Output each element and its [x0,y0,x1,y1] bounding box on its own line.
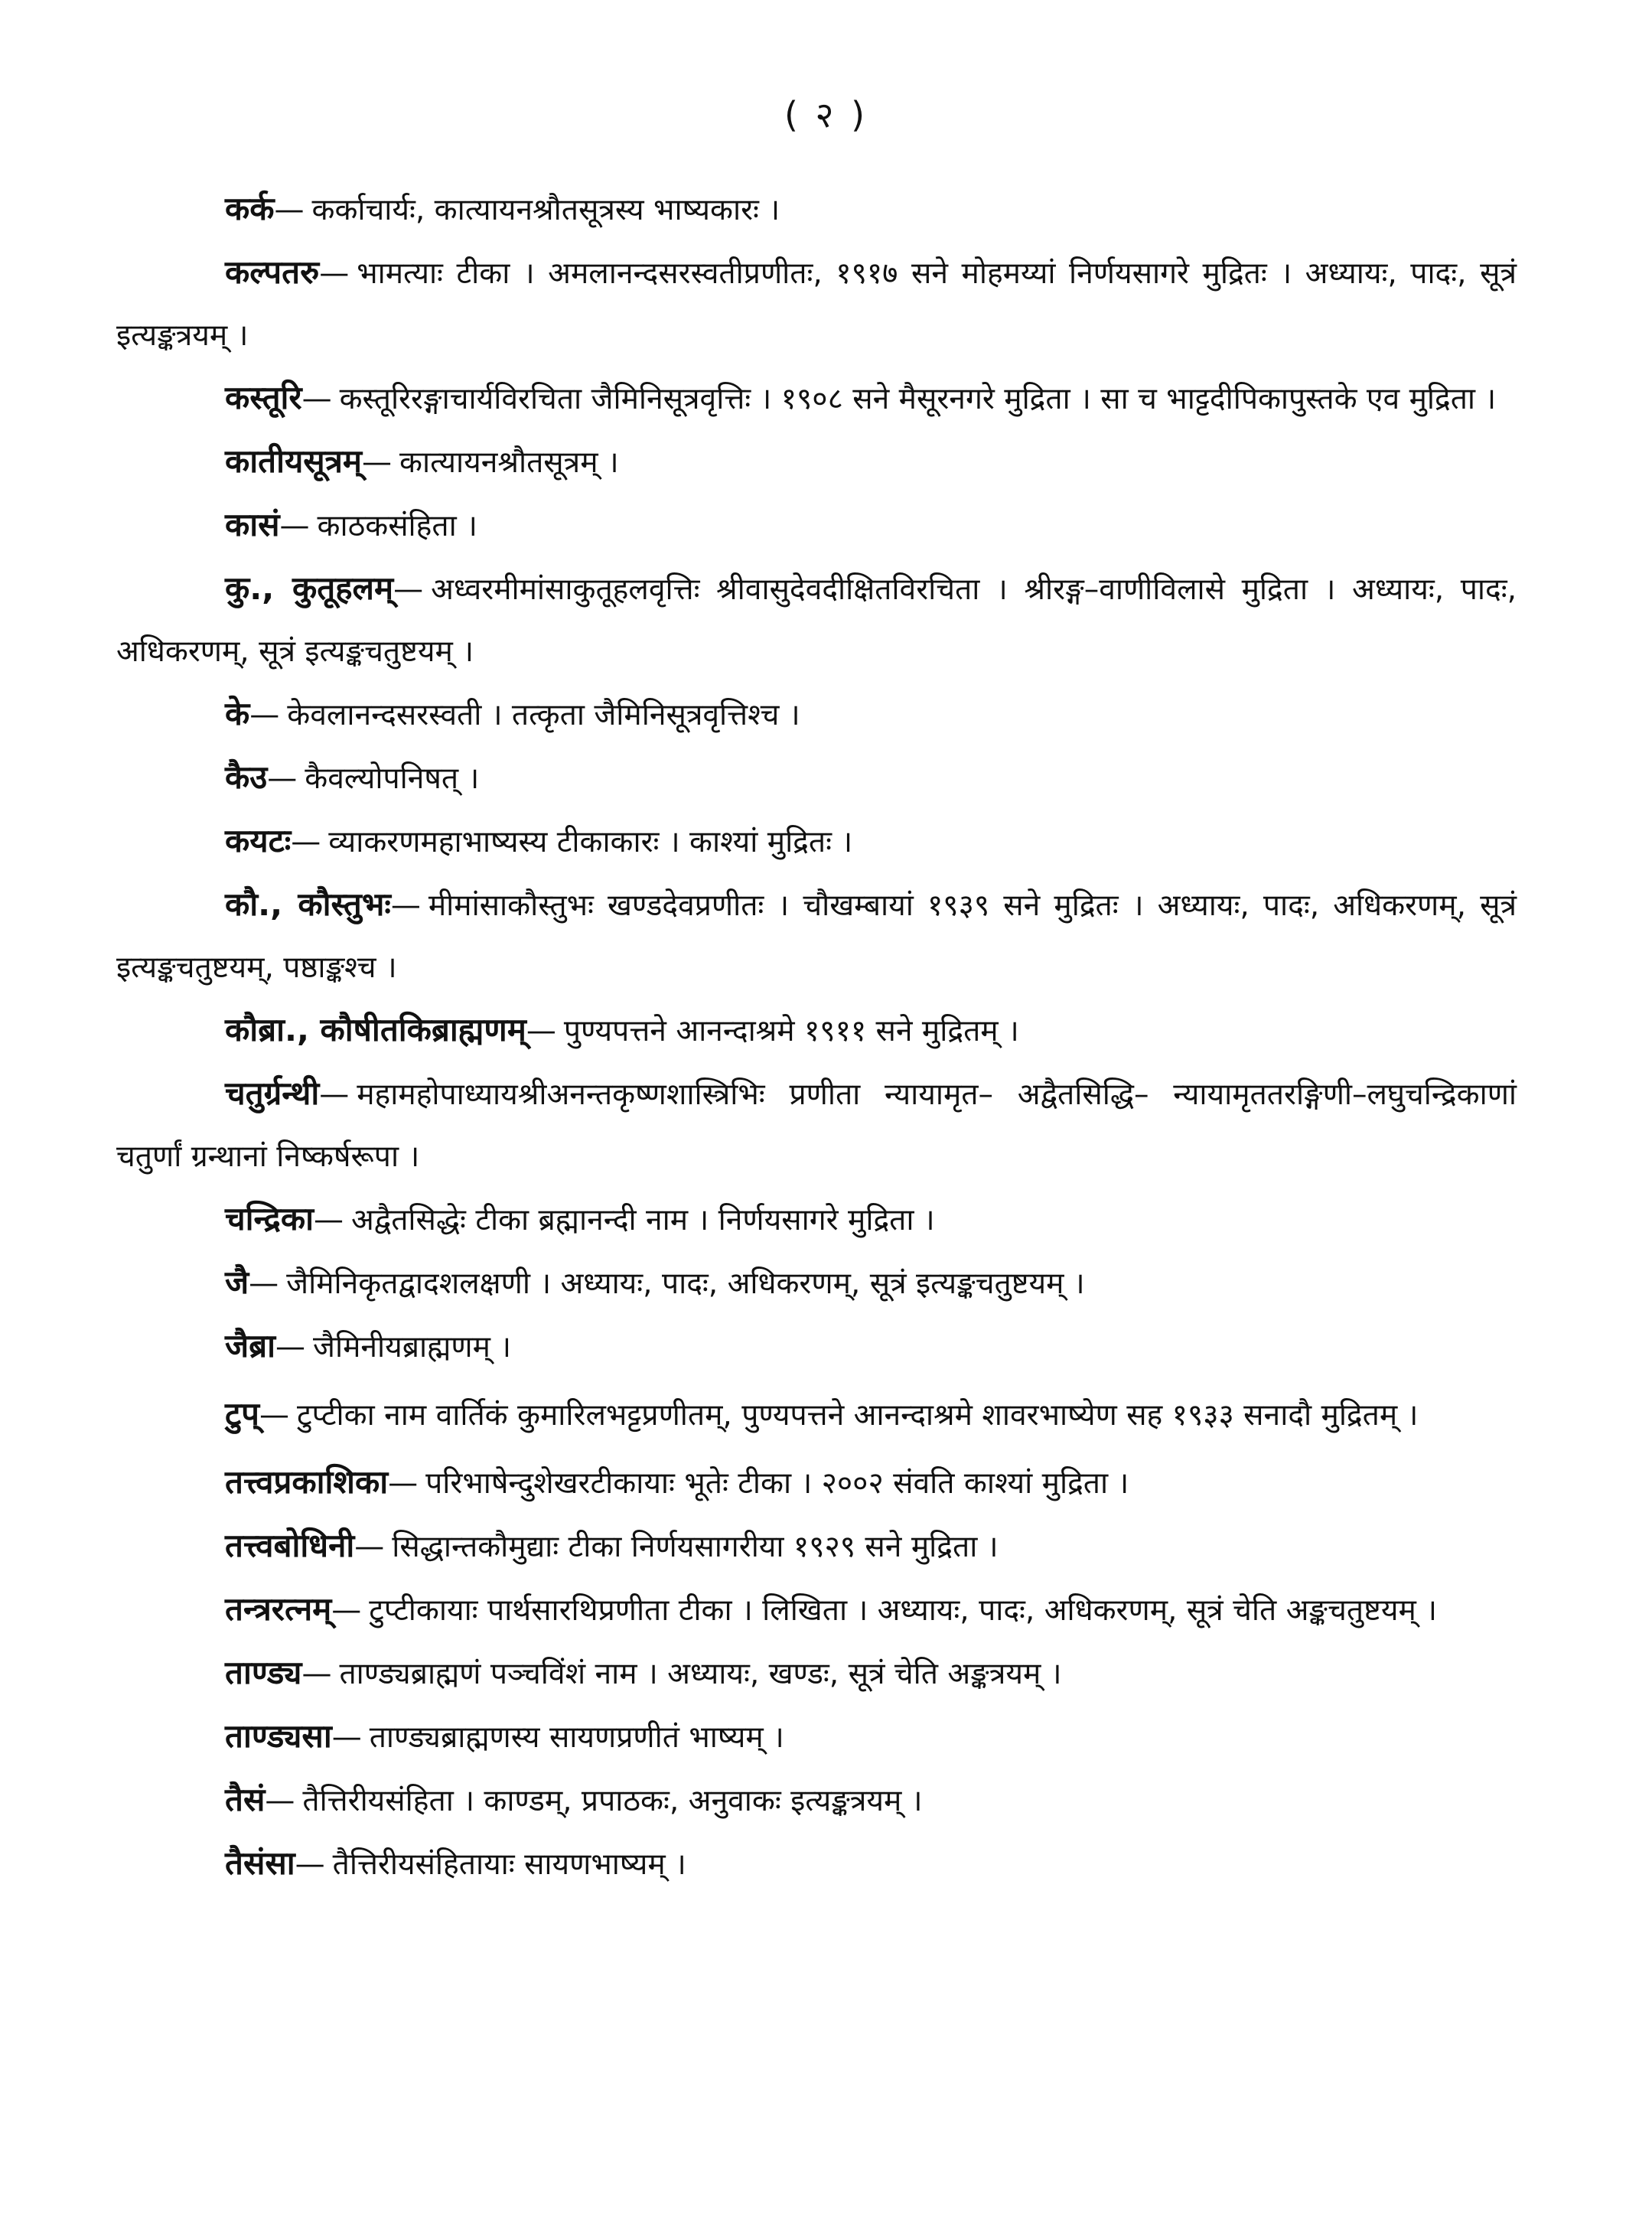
entry-text: भामत्याः टीका । अमलानन्दसरस्वतीप्रणीतः, १९१७ सने मोहमय्यां निर्णयसागरे मुद्रितः । अध्यायः, पादः, सूत्रं इत्यङ्कत्रयम् । [116,256,1517,353]
glossary-entry [116,1315,1517,1378]
entry-text: पुण्यपत्तने आनन्दाश्रमे १९११ सने मुद्रितम् । [563,1014,1019,1048]
entry-separator: — [331,1593,362,1628]
entry-separator: — [275,1330,306,1364]
entry-text: मीमांसाकौस्तुभः खण्डदेवप्रणीतः । चौखम्बायां १९३९ सने मुद्रितः । अध्यायः, पादः, अधिकरणम्, सूत्रं इत्यङ्कचतुष्टयम्, पष्ठाङ्कश्च । [116,888,1517,985]
entry-term: कासं [225,506,280,543]
glossary-entry [116,1641,1517,1705]
entry-separator: — [295,1847,325,1882]
entry-separator: — [390,888,421,923]
entry-separator: — [265,1784,295,1818]
entry-separator: — [362,445,393,480]
entry-term: कल्पतरु [225,253,320,291]
glossary-entry [116,494,1517,557]
entry-term: जै [225,1263,249,1301]
entry-term: जैब्रा [225,1327,276,1364]
entry-term: टुप् [225,1395,260,1433]
entry-term: कैउ [225,758,268,796]
entry-text: टुप्टीकायाः पार्थसारथिप्रणीता टीका । लिखिता । अध्यायः, पादः, अधिकरणम्, सूत्रं चेति अङ्कचतुष्टयम् । [369,1593,1437,1628]
entry-separator: — [249,1266,279,1301]
entry-text: ताण्ड्यब्राह्मणस्य सायणप्रणीतं भाष्यम् । [369,1720,784,1755]
glossary-entry [116,1451,1517,1514]
glossary-entry [116,873,1517,999]
glossary-entry [116,1832,1517,1896]
glossary-entries [116,178,1517,1896]
entry-term: कु., कुतूहलम् [225,569,394,607]
entry-term: तैसंसा [225,1844,295,1882]
entry-separator: — [291,825,321,859]
entry-separator: — [267,761,298,796]
entry-separator: — [313,1203,344,1237]
entry-term: ताण्ड्यसा [225,1717,332,1755]
page-number: ( २ ) [784,94,868,135]
entry-term: कयटः [225,822,292,859]
entry-text: कात्यायनश्रौतसूत्रम् । [399,445,619,480]
entry-term: तत्त्वबोधिनी [225,1527,355,1564]
entry-text: अध्वरमीमांसाकुतूहलवृत्तिः श्रीवासुदेवदीक्षितविरचिता । श्रीरङ्ग–वाणीविलासे मुद्रिता । अध्यायः, पादः, अधिकरणम्, सूत्रं इत्यङ्कचतुष्टयम् । [116,572,1517,669]
entry-term: तैसं [225,1781,266,1818]
entry-text: तैत्तिरीयसंहिता । काण्डम्, प्रपाठकः, अनुवाकः इत्यङ्कत्रयम् । [302,1784,923,1818]
glossary-entry [116,810,1517,873]
entry-separator: — [388,1466,419,1501]
entry-text: सिद्धान्तकौमुद्याः टीका निर्णयसागरीया १९२९ सने मुद्रिता । [392,1530,999,1564]
entry-term: के [225,695,250,732]
glossary-entry [116,1383,1517,1446]
entry-term: कातीयसूत्रम् [225,442,363,480]
entry-separator: — [331,1720,362,1755]
glossary-entry [116,241,1517,367]
entry-text: कस्तूरिरङ्गाचार्यविरचिता जैमिनिसूत्रवृत्तिः । १९०८ सने मैसूरनगरे मुद्रिता । सा च भाट्टदीपिकापुस्तके एव मुद्रिता । [339,382,1497,416]
glossary-entry [116,1251,1517,1315]
entry-separator: — [249,698,280,732]
entry-separator: — [319,1077,350,1112]
entry-term: चन्द्रिका [225,1200,314,1237]
entry-text: टुप्टीका नाम वार्तिकं कुमारिलभट्टप्रणीतम्, पुण्यपत्तने आनन्दाश्रमे शावरभाष्येण सह १९३३ सनादौ मुद्रितम् । [297,1398,1419,1433]
glossary-entry [116,1705,1517,1769]
entry-separator: — [274,193,305,227]
entry-term: कौ., कौस्तुभः [225,885,391,923]
glossary-entry [116,1514,1517,1578]
entry-text: केवलानन्दसरस्वती । तत्कृता जैमिनिसूत्रवृत्तिश्च । [287,698,800,732]
entry-text: कैवल्योपनिषत् । [305,761,480,796]
glossary-entry [116,1062,1517,1188]
entry-separator: — [301,1657,332,1691]
entry-separator: — [301,382,332,416]
glossary-entry [116,367,1517,430]
entry-text: परिभाषेन्दुशेखरटीकायाः भूतेः टीका । २००२ संवति काश्यां मुद्रिता । [425,1466,1129,1501]
entry-text: कर्काचार्यः, कात्यायनश्रौतसूत्रस्य भाष्यकारः । [311,193,780,227]
glossary-entry [116,1769,1517,1832]
entry-term: तत्त्वप्रकाशिका [225,1463,389,1501]
glossary-entry [116,430,1517,494]
entry-text: ताण्ड्यब्राह्मणं पञ्चविंशं नाम । अध्यायः, खण्डः, सूत्रं चेति अङ्कत्रयम् । [339,1657,1062,1691]
entry-text: जैमिनीयब्राह्मणम् । [313,1330,512,1364]
entry-text: तैत्तिरीयसंहितायाः सायणभाष्यम् । [332,1847,686,1882]
glossary-entry [116,746,1517,810]
entry-separator: — [259,1398,290,1433]
entry-term: चतुर्ग्रन्थी [225,1074,320,1112]
entry-text: व्याकरणमहाभाष्यस्य टीकाकारः । काश्यां मुद्रितः । [328,825,853,859]
entry-separator: — [526,1014,556,1048]
entry-separator: — [393,572,424,607]
entry-term: कस्तूरि [225,379,302,416]
entry-separator: — [354,1530,385,1564]
entry-term: कौब्रा., कौषीतकिब्राह्मणम् [225,1011,526,1048]
entry-term: कर्क [225,190,275,227]
glossary-entry [116,178,1517,241]
glossary-entry [116,999,1517,1062]
entry-text: अद्वैतसिद्धेः टीका ब्रह्मानन्दी नाम । निर्णयसागरे मुद्रिता । [350,1203,935,1237]
glossary-entry [116,557,1517,683]
entry-separator: — [279,509,310,543]
entry-term: ताण्ड्य [225,1654,302,1691]
entry-text: महामहोपाध्यायश्रीअनन्तकृष्णशास्त्रिभिः प्रणीता न्यायामृत– अद्वैतसिद्धि– न्यायामृततरङ्गिणी–लघुचन्द्रिकाणां चतुर्णां ग्रन्थानां निष्कर्षरूपा । [116,1077,1517,1174]
entry-term: तन्त्ररत्नम् [225,1590,332,1628]
entry-text: जैमिनिकृतद्वादशलक्षणी । अध्यायः, पादः, अधिकरणम्, सूत्रं इत्यङ्कचतुष्टयम् । [286,1266,1085,1301]
entry-separator: — [319,256,350,291]
glossary-entry [116,1188,1517,1251]
glossary-entry [116,683,1517,746]
entry-text: काठकसंहिता । [317,509,477,543]
glossary-entry [116,1578,1517,1641]
